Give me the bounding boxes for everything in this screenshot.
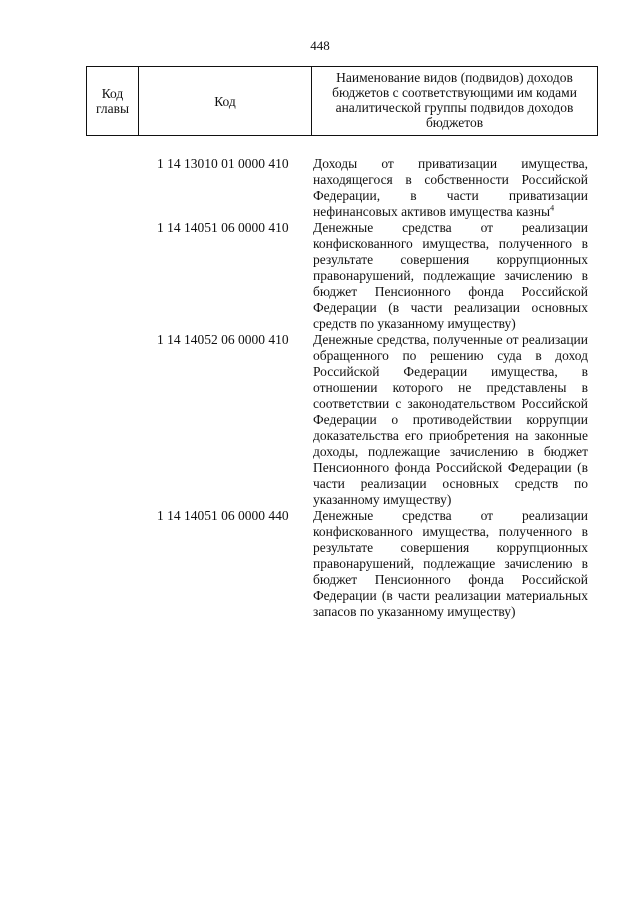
- header-col-glava: Код главы: [87, 67, 139, 135]
- row-description: Денежные средства от реализации конфискованного имущества, полученного в результате совершения коррупционных правонарушений, подлежащие зачислению в бюджет Пенсионного фонда Российской Федерации (в части реализации основных средств по указанному имуществу): [313, 220, 588, 331]
- row-description: Денежные средства, полученные от реализации обращенного по решению суда в доход Российской Федерации имущества, в отношении которого не представлены в соответствии с законодательством Российской Федерации о противодействии коррупции доказательства его приобретения на законные доходы, подлежащие зачислению в бюджет Пенсионного фонда Российской Федерации (в части реализации основных средств по указанному имуществу): [313, 332, 588, 507]
- row-code: 1 14 13010 01 0000 410: [157, 156, 289, 171]
- row-description-text: Доходы от приватизации имущества, находящегося в собственности Российской Федерации, в части приватизации нефинансовых активов имущества казны: [313, 156, 588, 219]
- table-row: [0, 156, 640, 220]
- table-header: [86, 66, 598, 136]
- row-code: 1 14 14051 06 0000 440: [157, 508, 289, 523]
- row-description: Денежные средства от реализации конфискованного имущества, полученного в результате совершения коррупционных правонарушений, подлежащие зачислению в бюджет Пенсионного фонда Российской Федерации (в части реализации материальных запасов по указанному имуществу): [313, 508, 588, 619]
- table-body: [0, 156, 640, 620]
- row-code: 1 14 14051 06 0000 410: [157, 220, 289, 235]
- row-code: 1 14 14052 06 0000 410: [157, 332, 289, 347]
- table-row: [0, 220, 640, 332]
- table-row: [0, 332, 640, 508]
- header-col-name: Наименование видов (подвидов) доходов бюджетов с соответствующими им кодами аналитической группы подвидов доходов бюджетов: [332, 70, 577, 130]
- table-row: [0, 508, 640, 620]
- page-number: 448: [310, 38, 330, 53]
- header-col-kod: Код: [139, 67, 312, 135]
- row-description: [313, 156, 588, 220]
- footnote-marker: 4: [550, 203, 555, 213]
